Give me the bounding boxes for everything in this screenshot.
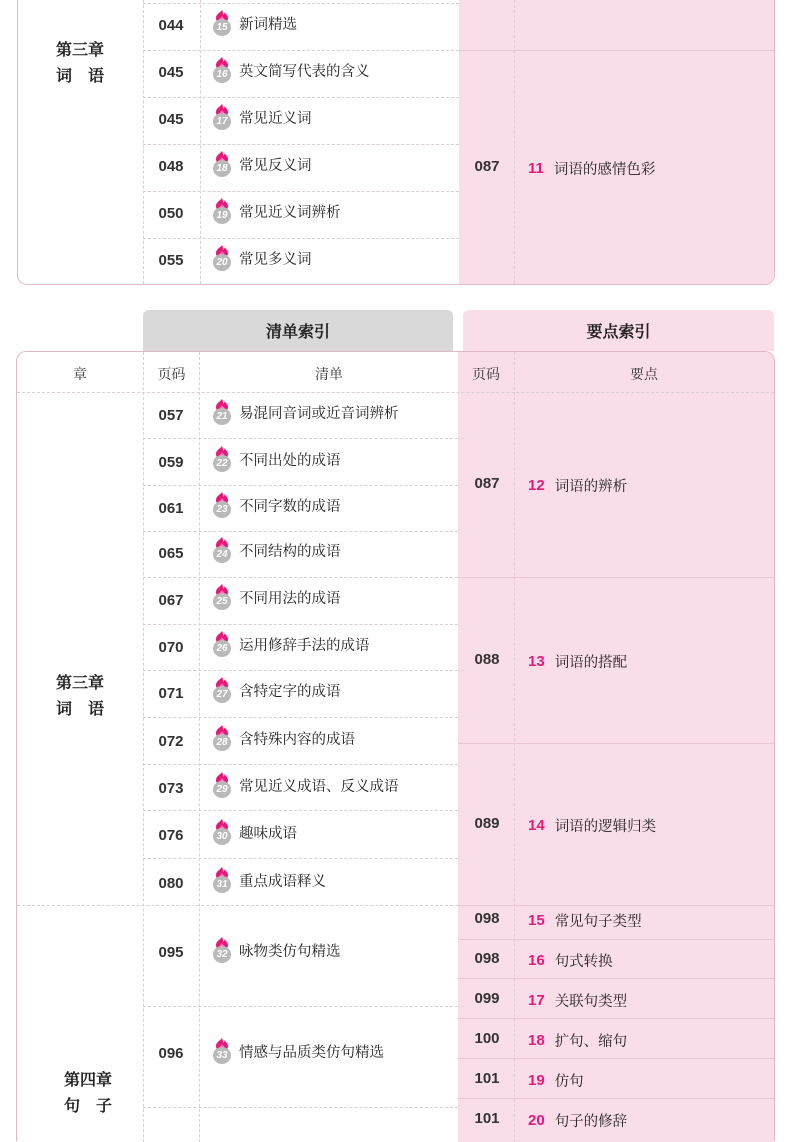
kp-page-number: 101 xyxy=(474,1110,500,1127)
list-page-number: 073 xyxy=(158,780,184,797)
list-page-number: 095 xyxy=(158,944,184,961)
list-page-number: 096 xyxy=(158,1045,184,1062)
kp-page-number: 101 xyxy=(474,1070,500,1087)
list-item[interactable] xyxy=(212,10,297,36)
flame-badge-icon xyxy=(212,584,232,610)
chapter4-label: 第四章 句 子 xyxy=(63,1070,112,1115)
kp-page-number: 088 xyxy=(474,651,500,668)
list-page-number: 061 xyxy=(158,500,184,517)
key-point-item[interactable] xyxy=(528,990,627,1011)
list-number: 24 xyxy=(213,546,231,563)
list-page-number: 076 xyxy=(158,827,184,844)
key-point-item[interactable] xyxy=(528,1070,584,1091)
list-title: 易混同音词或近音词辨析 xyxy=(239,405,399,422)
flame-badge-icon xyxy=(212,631,232,657)
kp-number: 17 xyxy=(528,992,545,1009)
flame-badge-icon xyxy=(212,399,232,425)
tab-list-index[interactable]: 清单索引 xyxy=(143,310,453,351)
list-number: 18 xyxy=(213,160,231,177)
kp-number: 12 xyxy=(528,477,545,494)
list-item[interactable] xyxy=(212,198,341,224)
list-page-number: 071 xyxy=(158,685,184,702)
list-page-number: 055 xyxy=(158,252,184,269)
key-point-item[interactable] xyxy=(528,910,642,931)
list-title: 运用修辞手法的成语 xyxy=(239,637,370,654)
kp-title: 关联句类型 xyxy=(554,994,628,1010)
kp-title: 常见句子类型 xyxy=(554,914,642,930)
list-page-number: 065 xyxy=(158,545,184,562)
list-number: 29 xyxy=(213,781,231,798)
list-title: 不同结构的成语 xyxy=(239,543,341,560)
list-number: 30 xyxy=(213,828,231,845)
header-key-point: 要点 xyxy=(630,367,658,383)
top-chapter-label: 第三章 词 语 xyxy=(55,40,104,85)
list-item[interactable] xyxy=(212,1038,384,1064)
list-item[interactable] xyxy=(212,867,326,893)
list-item[interactable] xyxy=(212,819,297,845)
main-keypoint-area xyxy=(458,352,774,1142)
list-page-number: 057 xyxy=(158,407,184,424)
list-number: 27 xyxy=(213,686,231,703)
list-page-number: 045 xyxy=(158,111,184,128)
list-page-number: 070 xyxy=(158,639,184,656)
top-keypoint-area xyxy=(459,0,774,284)
list-number: 21 xyxy=(213,408,231,425)
list-page-number: 080 xyxy=(158,875,184,892)
flame-badge-icon xyxy=(212,104,232,130)
top-kp-item[interactable]: 11 词语的感情色彩 xyxy=(528,160,656,178)
list-page-number: 045 xyxy=(158,64,184,81)
list-item[interactable] xyxy=(212,151,312,177)
flame-badge-icon xyxy=(212,446,232,472)
list-number: 20 xyxy=(213,254,231,271)
flame-badge-icon xyxy=(212,151,232,177)
list-page-number: 048 xyxy=(158,158,184,175)
flame-badge-icon xyxy=(212,245,232,271)
key-point-item[interactable] xyxy=(528,950,613,971)
list-title: 趣味成语 xyxy=(239,825,297,842)
list-page-number: 072 xyxy=(158,733,184,750)
kp-number: 20 xyxy=(528,1112,545,1129)
kp-title: 扩句、缩句 xyxy=(554,1034,628,1050)
list-title: 常见近义成语、反义成语 xyxy=(239,778,399,795)
list-page-number: 050 xyxy=(158,205,184,222)
list-title: 含特定字的成语 xyxy=(239,683,341,700)
list-number: 26 xyxy=(213,640,231,657)
kp-title: 句子的修辞 xyxy=(554,1114,628,1130)
list-item[interactable] xyxy=(212,245,312,271)
list-title: 重点成语释义 xyxy=(239,873,326,890)
kp-number: 15 xyxy=(528,912,545,929)
top-kp-page: 087 xyxy=(474,158,500,175)
list-item[interactable] xyxy=(212,631,370,657)
kp-title: 词语的逻辑归类 xyxy=(554,819,657,835)
list-number: 19 xyxy=(213,207,231,224)
kp-number: 18 xyxy=(528,1032,545,1049)
list-item[interactable] xyxy=(212,772,399,798)
list-page-number: 067 xyxy=(158,592,184,609)
list-item[interactable] xyxy=(212,492,341,518)
kp-title: 句式转换 xyxy=(554,954,613,970)
flame-badge-icon xyxy=(212,937,232,963)
list-title: 含特殊内容的成语 xyxy=(239,731,355,748)
list-number: 15 xyxy=(213,19,231,36)
list-item[interactable] xyxy=(212,446,341,472)
list-title: 常见近义词辨析 xyxy=(239,204,341,221)
list-number: 31 xyxy=(213,876,231,893)
key-point-item[interactable] xyxy=(528,651,627,672)
header-chapter: 章 xyxy=(73,367,87,383)
list-title: 情感与品质类仿句精选 xyxy=(239,1044,384,1061)
list-title: 不同字数的成语 xyxy=(239,498,341,515)
list-item[interactable] xyxy=(212,57,370,83)
kp-number: 14 xyxy=(528,817,545,834)
flame-badge-icon xyxy=(212,57,232,83)
kp-page-number: 099 xyxy=(474,990,500,1007)
flame-badge-icon xyxy=(212,1038,232,1064)
kp-page-number: 098 xyxy=(474,950,500,967)
kp-page-number: 087 xyxy=(474,475,500,492)
list-number: 22 xyxy=(213,455,231,472)
flame-badge-icon xyxy=(212,492,232,518)
list-title: 常见反义词 xyxy=(239,157,312,174)
list-item[interactable] xyxy=(212,677,341,703)
kp-title: 词语的搭配 xyxy=(554,655,628,671)
list-title: 常见近义词 xyxy=(239,110,312,127)
list-item[interactable] xyxy=(212,725,355,751)
list-number: 17 xyxy=(213,113,231,130)
tab-key-index[interactable]: 要点索引 xyxy=(463,310,774,351)
flame-badge-icon xyxy=(212,725,232,751)
flame-badge-icon xyxy=(212,819,232,845)
list-page-number: 059 xyxy=(158,454,184,471)
flame-badge-icon xyxy=(212,772,232,798)
list-item[interactable] xyxy=(212,584,341,610)
list-number: 16 xyxy=(213,66,231,83)
list-number: 28 xyxy=(213,734,231,751)
chapter3-label: 第三章 词 语 xyxy=(55,673,104,718)
header-page: 页码 xyxy=(157,367,186,383)
kp-title: 仿句 xyxy=(554,1074,584,1090)
kp-number: 16 xyxy=(528,952,545,969)
list-number: 25 xyxy=(213,593,231,610)
kp-page-number: 098 xyxy=(474,910,500,927)
list-number: 33 xyxy=(213,1047,231,1064)
flame-badge-icon xyxy=(212,198,232,224)
list-item[interactable] xyxy=(212,937,341,963)
flame-badge-icon xyxy=(212,867,232,893)
key-point-item[interactable] xyxy=(528,475,627,496)
list-title: 咏物类仿句精选 xyxy=(239,943,341,960)
kp-page-number: 100 xyxy=(474,1030,500,1047)
key-point-item[interactable] xyxy=(528,1110,627,1131)
list-title: 不同出处的成语 xyxy=(239,452,341,469)
flame-badge-icon xyxy=(212,10,232,36)
list-item[interactable] xyxy=(212,104,312,130)
list-number: 23 xyxy=(213,501,231,518)
kp-page-number: 089 xyxy=(474,815,500,832)
list-item[interactable] xyxy=(212,399,399,425)
kp-title: 词语的辨析 xyxy=(554,479,628,495)
list-title: 不同用法的成语 xyxy=(239,590,341,607)
list-page-number: 044 xyxy=(158,17,184,34)
key-point-item[interactable] xyxy=(528,815,656,836)
header-kp-page: 页码 xyxy=(472,367,500,383)
header-list: 清单 xyxy=(315,367,343,383)
list-title: 英文简写代表的含义 xyxy=(239,63,370,80)
kp-number: 13 xyxy=(528,653,545,670)
kp-number: 19 xyxy=(528,1072,545,1089)
list-item[interactable] xyxy=(212,537,341,563)
list-title: 常见多义词 xyxy=(239,251,312,268)
list-number: 32 xyxy=(213,946,231,963)
list-title: 新词精选 xyxy=(239,16,297,33)
flame-badge-icon xyxy=(212,677,232,703)
key-point-item[interactable] xyxy=(528,1030,627,1051)
flame-badge-icon xyxy=(212,537,232,563)
